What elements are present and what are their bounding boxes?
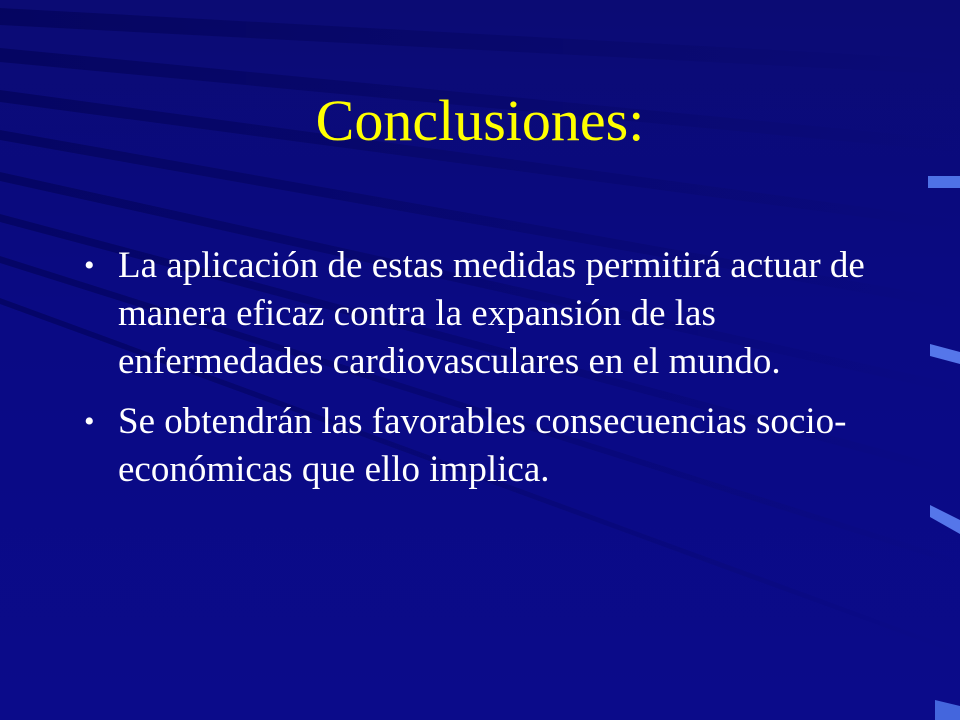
bullet-item bbox=[84, 398, 884, 494]
bullet-dot-icon: • bbox=[84, 249, 95, 282]
slide-title: Conclusiones: bbox=[315, 88, 645, 153]
bullet-dot-icon: • bbox=[84, 405, 95, 438]
right-edge-accents bbox=[928, 176, 960, 720]
bullet-list bbox=[84, 242, 884, 506]
bullet-item bbox=[84, 242, 884, 386]
bullet-text: Se obtendrán las favorables consecuencias socio-económicas que ello implica. bbox=[118, 401, 847, 490]
bullet-text: La aplicación de estas medidas permitirá actuar de manera eficaz contra la expansión de las enfermedades cardiovasculares en el mundo. bbox=[118, 245, 865, 382]
